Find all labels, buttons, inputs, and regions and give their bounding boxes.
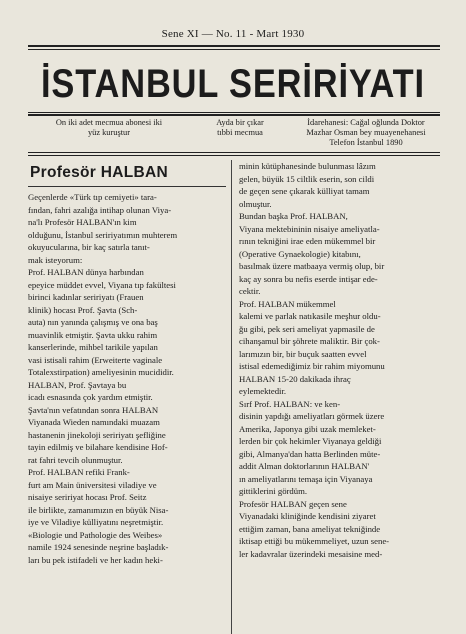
article-line: gittiklerini gördüm. — [239, 486, 308, 496]
frequency-line-1: Ayda bir çıkar — [216, 118, 264, 127]
article-line: auta) nın yanında çalışmış ve ona baş — [28, 317, 158, 327]
article-line: rat fahri tevcih olunmuştur. — [28, 454, 123, 465]
article-line: ile birlikte, zamanımızın en büyük Nisa- — [28, 504, 169, 515]
article-line: Amerika, Japonya gibi uzak memleket- — [239, 423, 376, 434]
article-line: icadı esnasında çok yardım etmiştir. — [28, 392, 153, 402]
frequency-note — [190, 118, 290, 138]
header-rule-bottom-2 — [28, 155, 440, 156]
article-line: hastanenin jinekoloji seririyatı şefliğine — [28, 429, 166, 440]
article-line: cihanşamul bir şöhrete maliktir. Bir çok- — [239, 336, 380, 346]
article-line: klinik) hocası Prof. Şavta (Sch- — [28, 304, 138, 315]
address-line-2: Mazhar Osman bey muayenehanesi — [306, 128, 426, 137]
article-column-left — [28, 191, 228, 566]
article-line: iye ve Viladiye külliyatını neşretmiştir. — [28, 517, 164, 527]
article-title-rule — [28, 186, 226, 187]
header-rule-top — [28, 45, 440, 47]
article-line: istisal edemediğimiz bir rahim miyomunu — [239, 361, 385, 371]
address-line-1: İdarehanesi: Cağal oğlunda Doktor — [307, 118, 425, 127]
article-line: gibi, Almanya'dan hatta Berlinden müte- — [239, 448, 381, 459]
article-line: ğu gibi, pek seri ameliyat yapmasile de — [239, 323, 375, 334]
article-line: iktisap ettiği bu mükemmeliyet, uzun sene- — [239, 536, 390, 546]
article-line: Geçenlerde «Türk tıp cemiyeti» tara- — [28, 192, 157, 202]
address-line-3: Telefon İstanbul 1890 — [329, 138, 403, 147]
article-line: kanserlerinde, mihbel tarikile yapılan — [28, 342, 158, 352]
header-rule-top-thin — [28, 49, 440, 50]
article-line: kalemi ve parlak natıkasile meşhur oldu- — [239, 311, 381, 321]
article-line: lerden bir çok hekimler Viyanaya geldiği — [239, 436, 382, 446]
article-line: Sırf Prof. HALBAN: ve ken- — [239, 398, 341, 409]
article-line: Profesör HALBAN geçen sene — [239, 498, 347, 509]
subscription-note — [34, 118, 184, 138]
article-line: muavinlik etmiştir. Şavta ukku rahim — [28, 329, 158, 340]
article-line: Prof. HALBAN dünya harbından — [28, 267, 144, 277]
article-line: de geçen sene çıkarak külliyat tamam — [239, 186, 370, 196]
subscription-line-1: On iki adet mecmua abonesi iki — [55, 118, 163, 127]
article-line: ın ameliyatlarını temaşa için Viyanaya — [239, 473, 373, 484]
article-line: rının tekniğini irae eden mükemmel bir — [239, 236, 376, 246]
article-line: tayin edilmiş ve bilahare kendisine Hof- — [28, 442, 168, 452]
article-line: cektir. — [239, 286, 261, 296]
article-line: fından, fahri azalığa intihap olunan Viya- — [28, 204, 172, 215]
issue-line: Sene XI — No. 11 - Mart 1930 — [161, 28, 305, 40]
article-line: olmuştur. — [239, 198, 272, 209]
article-line: mak isteyorum: — [28, 254, 83, 265]
article-line: olduğunu, İstanbul seririyatımın muhterem — [28, 229, 178, 240]
article-line: ler kadavralar üzerindeki mesaisine med- — [239, 548, 383, 559]
article-line: na'lı Profesör HALBAN'ın kim — [28, 217, 137, 227]
article-line: addit Alman doktorlarının HALBAN' — [239, 461, 370, 471]
article-line: ettiğim zaman, bana ameliyat tekniğinde — [239, 523, 381, 534]
article-line: Prof. HALBAN mükemmel — [239, 298, 336, 309]
article-line: basılmak üzere matbaaya vermiş olup, bir — [239, 261, 385, 271]
article-line: eylemektedir. — [239, 386, 287, 396]
article-line: namile 1924 senesinde neşrine başladık- — [28, 542, 169, 552]
article-line: HALBAN 15-20 dakikada ihraç — [239, 373, 351, 384]
article-column-right — [239, 160, 443, 560]
article-line: Bundan başka Prof. HALBAN, — [239, 211, 348, 221]
article-line: Şavta'nın vefatından sonra HALBAN — [28, 404, 159, 415]
masthead-title: İSTANBUL SERİRİYATI — [41, 62, 425, 106]
masthead-rule-thick — [28, 114, 440, 116]
article-line: Viyanada Wieden namındaki muazam — [28, 417, 160, 427]
article-line: epeyice müddet evvel, Viyana tıp fakültesi — [28, 279, 176, 290]
article-line: Totalexstirpation) ameliyesinin mucididir. — [28, 367, 174, 377]
article-line: vasi istisali rahim (Erweiterte vaginale — [28, 354, 163, 365]
article-line: nisaiye seririyat hocası Prof. Seitz — [28, 492, 147, 502]
header-rule-bottom — [28, 152, 440, 153]
article-line: birinci kadınlar seririyatı (Frauen — [28, 292, 144, 302]
article-line: okuyucularına, bir kaç satırla tanıt- — [28, 242, 150, 252]
article-line: gelen, büyük 15 ciltlik eserin, son cildi — [239, 173, 375, 184]
article-line: disinin yapdığı ameliyatları görmek üzere — [239, 411, 385, 421]
article-line: larımızın bir, bir buçuk saatten evvel — [239, 348, 367, 359]
article-line: «Biologie und Pathologie des Weibes» — [28, 529, 163, 540]
article-line: Viyana mektebininin nisaiye ameliyatla- — [239, 223, 380, 234]
masthead-rule — [28, 112, 440, 113]
article-line: Viyanadaki kliniğinde kendisini ziyaret — [239, 511, 376, 521]
article-line: HALBAN, Prof. Şavtaya bu — [28, 379, 127, 390]
article-line: ları bu pek istifadeli ve her kadın heki- — [28, 554, 163, 565]
article-line: furt am Main üniversitesi viladiye ve — [28, 479, 157, 490]
article-title: Profesör HALBAN — [30, 164, 168, 181]
article-line: Prof. HALBAN refiki Frank- — [28, 467, 130, 477]
subscription-line-2: yüz kuruştur — [87, 128, 131, 137]
article-line: minin kütüphanesinde bulunması lâzım — [239, 161, 376, 171]
article-line: kaç ay sonra bu nefis eserde intişar ede- — [239, 273, 378, 284]
article-line: (Operative Gynaekologie) kitabını, — [239, 248, 361, 259]
office-address — [286, 118, 446, 148]
column-divider — [231, 160, 232, 634]
frequency-line-2: tıbbi mecmua — [217, 128, 263, 137]
